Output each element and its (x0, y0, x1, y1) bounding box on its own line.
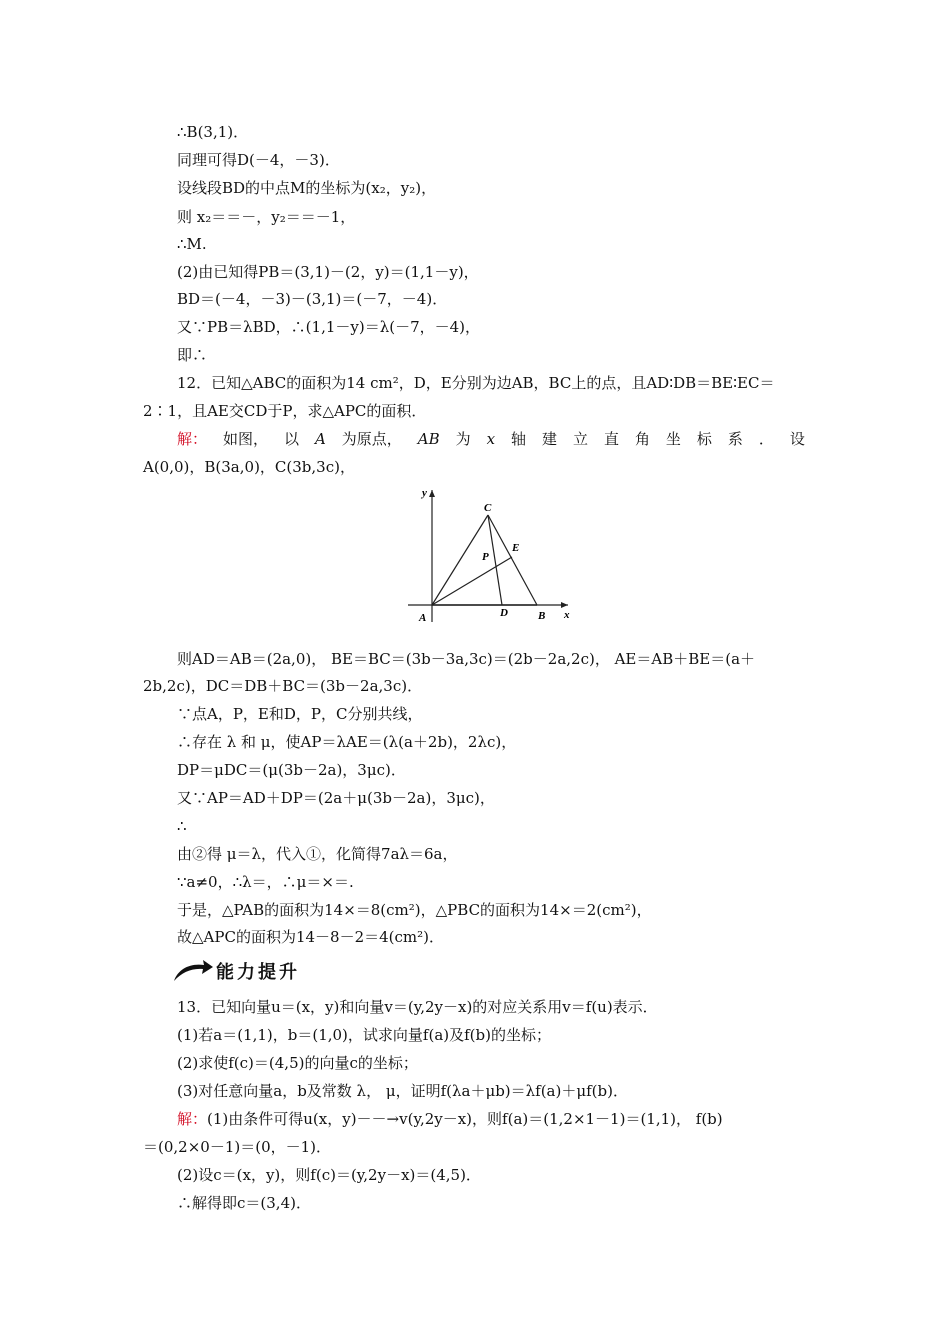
problem-12-text: 2∶1，且AE交CD于P，求△APC的面积． (143, 402, 427, 420)
problem-13-part: (2)求使f(c)＝(4,5)的向量c的坐标； (177, 1054, 418, 1072)
x-axis-arrow (561, 602, 568, 608)
word: 为 (455, 430, 471, 448)
text-line: ∴ (177, 817, 187, 835)
text-line: 设线段BD的中点M的坐标为(x₂，y₂)， (177, 179, 437, 197)
text-line: 故△APC的面积为14－8－2＝4(cm²)． (177, 928, 444, 946)
word: 系 (727, 430, 743, 448)
curved-arrow-icon (170, 957, 214, 985)
problem-12-text: 12．已知△ABC的面积为14 cm²，D，E分别为边AB，BC上的点，且AD∶DB＝BE∶EC＝ (177, 374, 775, 392)
text-line: 又∵PB＝λBD，∴(1,1－y)＝λ(－7，－4)， (177, 318, 481, 336)
segment-ac (432, 515, 488, 605)
problem-13-part: (1)若a＝(1,1)，b＝(1,0)，试求向量f(a)及f(b)的坐标； (177, 1026, 551, 1044)
text-line: ＝(0,2×0－1)＝(0，－1)． (143, 1138, 332, 1156)
problem-13-text: 13．已知向量u＝(x，y)和向量v＝(y,2y－x)的对应关系用v＝f(u)表示． (177, 998, 658, 1016)
text-line: ∴存在 λ 和 μ，使AP＝λAE＝(λ(a＋2b)，2λc)， (177, 733, 517, 751)
word: 角 (634, 430, 650, 448)
word: 为原点， (341, 430, 402, 448)
word: ． (758, 430, 774, 448)
solution-text: (1)由条件可得u(x，y)－－→v(y,2y－x)，则f(a)＝(1,2×1－1)＝(1,1)， f(b) (207, 1110, 723, 1128)
word: AB (417, 430, 440, 448)
solution-label: 解： (177, 430, 208, 448)
word: 以 (283, 430, 299, 448)
label-p: P (482, 551, 489, 563)
label-y: y (422, 487, 427, 499)
word: 设 (789, 430, 805, 448)
label-x: x (564, 609, 570, 621)
text-line: DP＝μDC＝(μ(3b－2a)，3μc)． (177, 761, 406, 779)
label-c: C (484, 502, 492, 514)
word: 坐 (665, 430, 681, 448)
solution-12-first-line (177, 428, 805, 450)
text-line: ∵a≠0，∴λ＝，∴μ＝×＝. (177, 873, 354, 891)
text-line: 由②得 μ＝λ，代入①，化简得7aλ＝6a， (177, 845, 458, 863)
word: 立 (572, 430, 588, 448)
y-axis-arrow (429, 490, 435, 497)
word: 标 (696, 430, 712, 448)
text-line: 2b,2c)，DC＝DB＋BC＝(3b－2a,3c)． (143, 677, 423, 695)
text-line: (2)设c＝(x，y)，则f(c)＝(y,2y－x)＝(4,5)． (177, 1166, 481, 1184)
word: 轴 (511, 430, 527, 448)
section-banner (170, 955, 300, 987)
solution-label: 解： (177, 1110, 208, 1128)
text-line: A(0,0)，B(3a,0)，C(3b,3c)， (143, 458, 355, 476)
text-line: 则 x₂＝＝－，y₂＝＝－1， (177, 208, 356, 226)
text-line: 则AD＝AB＝(2a,0)， BE＝BC＝(3b－3a,3c)＝(2b－2a,2c)， AE＝AB＋BE＝(a＋ (177, 650, 756, 668)
solution-13-line (177, 1108, 723, 1130)
label-a: A (419, 612, 427, 624)
text-line: ∵点A，P，E和D，P，C分别共线， (177, 705, 423, 723)
text-line: BD＝(－4，－3)－(3,1)＝(－7，－4)． (177, 290, 448, 308)
text-line: ∴解得即c＝(3,4)． (177, 1194, 311, 1212)
text-line: (2)由已知得PB＝(3,1)－(2，y)＝(1,1－y)， (177, 263, 479, 281)
word: 如图， (222, 430, 268, 448)
label-d: D (500, 607, 508, 619)
label-e: E (512, 542, 520, 554)
problem-13-part: (3)对任意向量a，b及常数 λ， μ，证明f(λa＋μb)＝λf(a)＋μf(b)． (177, 1082, 628, 1100)
label-b: B (538, 610, 546, 622)
text-line: 即∴ (177, 346, 208, 364)
word: x (486, 430, 496, 448)
word: 建 (541, 430, 557, 448)
text-line: 同理可得D(－4，－3)． (177, 151, 340, 169)
triangle-figure (400, 482, 580, 627)
text-line: 于是，△PAB的面积为14×＝8(cm²)，△PBC的面积为14×＝2(cm²)， (177, 901, 652, 919)
segment-ae (432, 557, 512, 605)
word: 直 (603, 430, 619, 448)
text-line: ∴B(3,1)． (177, 123, 249, 141)
text-line: 又∵AP＝AD＋DP＝(2a＋μ(3b－2a)，3μc)， (177, 789, 495, 807)
section-title: 能力提升 (216, 962, 300, 983)
text-line: ∴M. (177, 235, 207, 253)
word: A (314, 430, 326, 448)
